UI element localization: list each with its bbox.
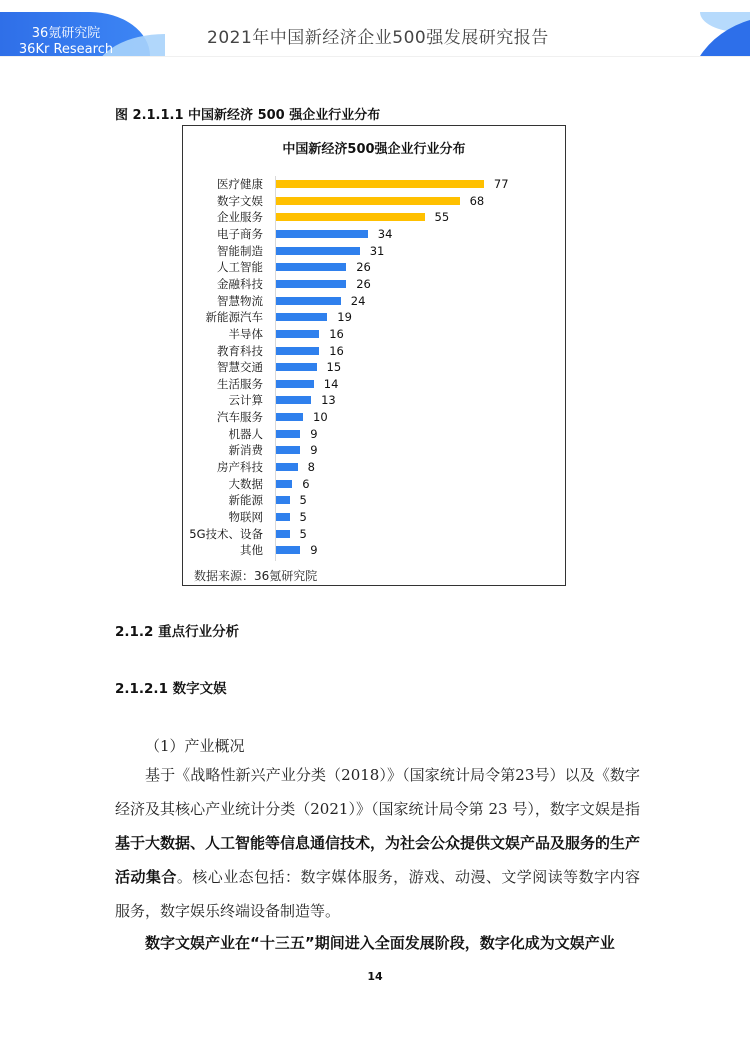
chart-bar-row xyxy=(183,476,565,493)
category-label: 数字文娱 xyxy=(217,193,263,208)
paragraph-2 xyxy=(115,926,640,960)
category-label: 物联网 xyxy=(228,510,263,524)
value-label: 34 xyxy=(377,226,393,241)
corner-decoration xyxy=(688,12,750,56)
figure-caption: 图 2.1.1.1 中国新经济 500 强企业行业分布 xyxy=(115,108,381,123)
category-label: 新能源汽车 xyxy=(205,310,263,325)
chart-bar-row xyxy=(183,309,565,326)
bar xyxy=(276,180,484,188)
chart-bar-row xyxy=(183,293,565,310)
category-label: 医疗健康 xyxy=(217,177,263,191)
chart-bar-row xyxy=(183,259,565,276)
bar xyxy=(276,446,300,454)
bar xyxy=(276,396,311,404)
bar xyxy=(276,330,319,338)
value-label: 9 xyxy=(310,543,318,558)
chart-title: 中国新经济500强企业行业分布 xyxy=(282,142,466,157)
bar xyxy=(276,363,317,371)
category-label: 教育科技 xyxy=(217,343,263,358)
value-label: 10 xyxy=(313,410,328,425)
value-label: 26 xyxy=(356,260,371,275)
bar xyxy=(276,513,290,521)
bar-chart xyxy=(182,125,566,586)
section-heading-2121: 2.1.2.1 数字文娱 xyxy=(115,681,227,697)
logo-line-en: 36Kr Research xyxy=(18,42,114,56)
paragraph-1-text: 基于《战略性新兴产业分类（2018）》（国家统计局令第23号）以及《数字经济及其核心产业统计分类（2021）》（国家统计局令第 23 号），数字文娱是指 xyxy=(115,766,640,818)
bar xyxy=(276,347,319,355)
category-label: 半导体 xyxy=(228,326,263,341)
chart-bar-row xyxy=(183,276,565,293)
brand-logo xyxy=(0,12,165,56)
chart-bar-row xyxy=(183,442,565,459)
chart-bar-row xyxy=(183,326,565,343)
value-label: 8 xyxy=(307,460,315,475)
chart-bar-row xyxy=(183,243,565,260)
report-title: 2021年中国新经济企业500强发展研究报告 xyxy=(207,28,549,48)
bar xyxy=(276,280,346,288)
bar xyxy=(276,197,460,205)
bar xyxy=(276,263,346,271)
category-label: 新消费 xyxy=(228,443,263,458)
category-label: 生活服务 xyxy=(217,376,263,391)
chart-bar-row xyxy=(183,392,565,409)
value-label: 31 xyxy=(369,243,385,258)
chart-bar-row xyxy=(183,426,565,443)
value-label: 6 xyxy=(302,476,310,491)
category-label: 智慧交通 xyxy=(217,360,263,375)
value-label: 9 xyxy=(310,443,318,458)
chart-bar-row xyxy=(183,459,565,476)
value-label: 5 xyxy=(299,526,307,541)
value-label: 5 xyxy=(299,493,307,508)
category-label: 云计算 xyxy=(228,393,263,408)
chart-bar-row xyxy=(183,209,565,226)
category-label: 汽车服务 xyxy=(217,410,263,425)
category-label: 房产科技 xyxy=(217,460,263,475)
chart-bar-row xyxy=(183,226,565,243)
chart-bar-row xyxy=(183,509,565,526)
value-label: 26 xyxy=(356,276,371,291)
bar xyxy=(276,313,327,321)
category-label: 其他 xyxy=(240,543,263,558)
value-label: 15 xyxy=(326,360,342,375)
bar xyxy=(276,530,290,538)
bar xyxy=(276,480,292,488)
category-label: 电子商务 xyxy=(217,226,263,241)
chart-bar-row xyxy=(183,343,565,360)
paragraph-1-text-end: 。核心业态包括：数字媒体服务，游戏、动漫、文学阅读等数字内容服务，数字娱乐终端设备制造等。 xyxy=(115,868,640,920)
bar xyxy=(276,496,290,504)
bar xyxy=(276,297,341,305)
logo-text xyxy=(16,26,116,56)
category-label: 智能制造 xyxy=(217,243,263,258)
category-label: 金融科技 xyxy=(217,276,263,291)
value-label: 14 xyxy=(323,376,339,391)
bar xyxy=(276,247,360,255)
chart-bar-row xyxy=(183,376,565,393)
chart-bar-row xyxy=(183,492,565,509)
chart-bar-row xyxy=(183,359,565,376)
value-label: 16 xyxy=(329,343,344,358)
chart-source: 数据来源：36氪研究院 xyxy=(194,569,318,583)
bar xyxy=(276,430,300,438)
bar xyxy=(276,213,425,221)
value-label: 16 xyxy=(329,326,344,341)
category-label: 大数据 xyxy=(228,476,263,491)
chart-bar-row xyxy=(183,176,565,193)
section-heading-212: 2.1.2 重点行业分析 xyxy=(115,624,240,640)
bar xyxy=(276,380,314,388)
logo-line-cn: 36氪研究院 xyxy=(31,26,101,41)
value-label: 5 xyxy=(299,510,307,524)
chart-bar-row xyxy=(183,526,565,543)
bar xyxy=(276,230,368,238)
category-label: 智慧物流 xyxy=(217,293,263,308)
value-label: 9 xyxy=(310,426,318,441)
value-label: 77 xyxy=(493,177,509,191)
paragraph-1-emphasis: 基于大数据、人工智能等信息通信技术，为社会公众提供文娱产品及服务的生产活动集合 xyxy=(115,834,641,886)
category-label: 机器人 xyxy=(228,426,263,441)
category-label: 5G技术、设备 xyxy=(189,526,263,541)
value-label: 55 xyxy=(434,210,450,225)
paragraph-2-emphasis: 数字文娱产业在“十三五”期间进入全面发展阶段，数字化成为文娱产业 xyxy=(145,934,615,952)
category-label: 企业服务 xyxy=(217,210,263,225)
category-label: 新能源 xyxy=(228,493,263,508)
chart-bar-row xyxy=(183,409,565,426)
subsection-title: （1）产业概况 xyxy=(145,737,245,755)
page-header xyxy=(0,0,750,57)
paragraph-1 xyxy=(115,758,640,928)
value-label: 13 xyxy=(321,393,336,408)
chart-bar-row xyxy=(183,542,565,559)
chart-bar-row xyxy=(183,193,565,210)
category-label: 人工智能 xyxy=(217,260,263,275)
value-label: 19 xyxy=(337,310,352,325)
bar xyxy=(276,546,300,554)
bar xyxy=(276,413,303,421)
page-number: 14 xyxy=(367,970,383,983)
value-label: 24 xyxy=(350,293,366,308)
value-label: 68 xyxy=(469,193,485,208)
bar xyxy=(276,463,298,471)
